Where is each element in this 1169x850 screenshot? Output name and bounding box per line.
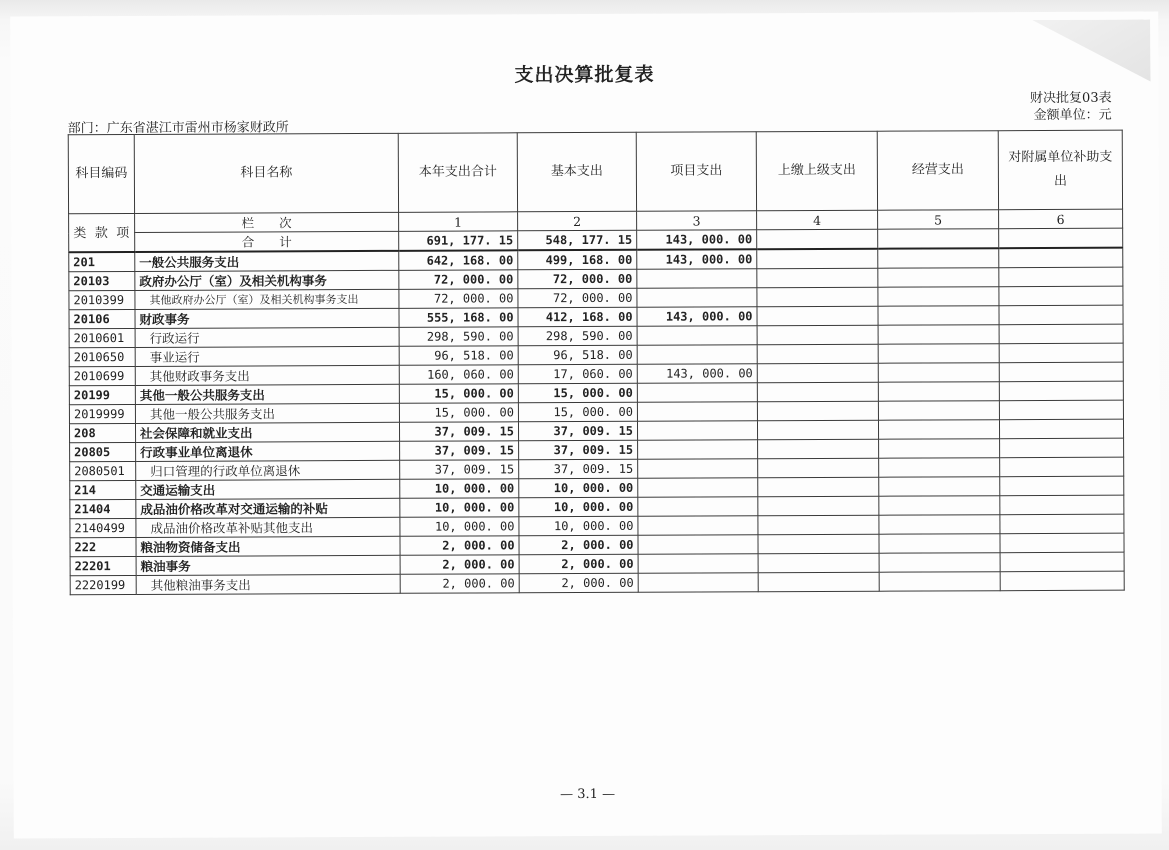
row-name: 其他政府办公厅（室）及相关机构事务支出 — [135, 289, 399, 309]
row-code: 2220199 — [70, 575, 136, 594]
column-index-2: 2 — [518, 211, 637, 231]
row-code: 2010399 — [69, 290, 135, 309]
column-index-5: 5 — [878, 210, 999, 230]
row-code: 21404 — [70, 499, 136, 518]
row-project — [638, 573, 758, 593]
item-label: 项 — [116, 225, 130, 241]
row-project: 143, 000. 00 — [637, 249, 757, 269]
row-name: 交通运输支出 — [136, 479, 400, 499]
row-total: 298, 590. 00 — [399, 327, 518, 347]
row-basic: 15, 000. 00 — [518, 383, 637, 403]
row-code: 222 — [70, 537, 136, 556]
row-project — [638, 516, 758, 536]
document-number: 财决批复03表 — [1030, 90, 1112, 107]
row-total: 37, 009. 15 — [400, 441, 519, 461]
row-project — [637, 345, 757, 365]
row-total: 555, 168. 00 — [399, 308, 518, 328]
row-name: 归口管理的行政单位离退休 — [136, 460, 400, 480]
table-row — [70, 571, 1124, 595]
row-project — [637, 402, 757, 422]
row-total: 72, 000. 00 — [399, 289, 518, 309]
header-operating: 经营支出 — [877, 131, 998, 211]
row-total: 2, 000. 00 — [400, 574, 519, 594]
row-total: 2, 000. 00 — [400, 536, 519, 556]
row-name: 一般公共服务支出 — [135, 251, 399, 272]
row-basic: 2, 000. 00 — [519, 554, 638, 574]
row-basic: 10, 000. 00 — [519, 478, 638, 498]
row-code: 22201 — [70, 556, 136, 575]
column-index-6: 6 — [999, 209, 1123, 229]
row-basic: 72, 000. 00 — [518, 288, 637, 308]
header-upper: 上缴上级支出 — [756, 131, 877, 211]
row-code: 2080501 — [70, 461, 136, 480]
amount-unit: 金额单位：元 — [1033, 107, 1112, 124]
row-name: 社会保障和就业支出 — [135, 422, 399, 442]
row-code: 20103 — [69, 271, 135, 290]
page-number: — 3.1 — — [560, 786, 616, 803]
sum-operating — [878, 229, 999, 249]
column-index-3: 3 — [637, 211, 757, 231]
row-name: 其他粮油事务支出 — [136, 574, 400, 594]
row-name: 财政事务 — [135, 308, 399, 328]
row-total: 2, 000. 00 — [400, 555, 519, 575]
sum-upper — [757, 229, 878, 249]
row-project — [638, 497, 758, 517]
row-code: 2140499 — [70, 518, 136, 537]
sum-basic: 548, 177. 15 — [518, 230, 637, 250]
header-subsidy: 对附属单位补助支出 — [998, 130, 1122, 210]
header-code: 科目编码 — [68, 134, 134, 213]
row-code: 214 — [70, 480, 136, 499]
row-project — [637, 326, 757, 346]
row-total: 96, 518. 00 — [399, 346, 518, 366]
row-total: 10, 000. 00 — [400, 479, 519, 499]
row-basic: 15, 000. 00 — [518, 402, 637, 422]
row-total: 15, 000. 00 — [399, 403, 518, 423]
row-project — [637, 421, 757, 441]
row-project — [637, 269, 757, 289]
row-name: 粮油物资储备支出 — [136, 536, 400, 556]
row-total: 642, 168. 00 — [399, 250, 518, 270]
row-project: 143, 000. 00 — [637, 307, 757, 327]
row-basic: 72, 000. 00 — [518, 269, 637, 289]
row-basic: 96, 518. 00 — [518, 345, 637, 365]
row-project — [637, 288, 757, 308]
row-basic: 2, 000. 00 — [519, 573, 638, 593]
row-code: 2019999 — [69, 404, 135, 423]
row-project — [638, 478, 758, 498]
row-project: 143, 000. 00 — [637, 364, 757, 384]
row-basic: 37, 009. 15 — [519, 440, 638, 460]
row-project — [638, 535, 758, 555]
row-total: 10, 000. 00 — [400, 517, 519, 537]
category-label: 类 — [73, 225, 87, 241]
row-basic: 37, 009. 15 — [519, 459, 638, 479]
header-project: 项目支出 — [636, 132, 756, 212]
row-name: 成品油价格改革对交通运输的补贴 — [136, 498, 400, 518]
row-basic: 10, 000. 00 — [519, 516, 638, 536]
row-name: 行政事业单位离退休 — [136, 441, 400, 461]
expenditure-table — [68, 130, 1125, 596]
sum-project: 143, 000. 00 — [637, 230, 757, 250]
row-total: 72, 000. 00 — [399, 270, 518, 290]
header-name: 科目名称 — [134, 133, 398, 213]
column-index-1: 1 — [399, 212, 518, 232]
row-code: 208 — [69, 423, 135, 442]
row-project — [638, 554, 758, 574]
sum-label: 合 计 — [135, 231, 399, 252]
row-total: 37, 009. 15 — [400, 460, 519, 480]
row-name: 其他一般公共服务支出 — [135, 384, 399, 404]
row-project — [637, 383, 757, 403]
row-total: 37, 009. 15 — [399, 422, 518, 442]
row-name: 事业运行 — [135, 346, 399, 366]
department-label: 部门：广东省湛江市雷州市杨家财政所 — [67, 120, 289, 137]
row-code: 2010601 — [69, 328, 135, 347]
row-code: 201 — [69, 252, 135, 272]
header-total: 本年支出合计 — [398, 133, 517, 213]
column-index-label: 栏 次 — [135, 212, 399, 232]
row-total: 160, 060. 00 — [399, 365, 518, 385]
row-project — [638, 459, 758, 479]
row-code: 20106 — [69, 309, 135, 328]
row-basic: 10, 000. 00 — [519, 497, 638, 517]
sum-subsidy — [999, 228, 1123, 248]
row-code: 20199 — [69, 385, 135, 404]
row-total: 15, 000. 00 — [399, 384, 518, 404]
header-row — [68, 130, 1122, 214]
row-code: 2010699 — [69, 366, 135, 385]
row-name: 行政运行 — [135, 327, 399, 347]
row-basic: 499, 168. 00 — [518, 250, 637, 270]
row-code: 2010650 — [69, 347, 135, 366]
row-basic: 37, 009. 15 — [518, 421, 637, 441]
document-page — [10, 11, 1162, 838]
row-project — [638, 440, 758, 460]
row-name: 粮油事务 — [136, 555, 400, 575]
section-label: 款 — [94, 225, 108, 241]
row-code: 20805 — [70, 442, 136, 461]
row-name: 成品油价格改革补贴其他支出 — [136, 517, 400, 537]
header-basic: 基本支出 — [517, 132, 636, 212]
row-total: 10, 000. 00 — [400, 498, 519, 518]
category-labels — [69, 213, 135, 252]
row-name: 其他财政事务支出 — [135, 365, 399, 385]
row-name: 政府办公厅（室）及相关机构事务 — [135, 270, 399, 290]
sum-total: 691, 177. 15 — [399, 231, 518, 251]
row-basic: 17, 060. 00 — [518, 364, 637, 384]
column-index-4: 4 — [757, 210, 878, 230]
row-basic: 412, 168. 00 — [518, 307, 637, 327]
row-basic: 2, 000. 00 — [519, 535, 638, 555]
row-basic: 298, 590. 00 — [518, 326, 637, 346]
row-name: 其他一般公共服务支出 — [135, 403, 399, 423]
page-title: 支出决算批复表 — [514, 63, 655, 87]
